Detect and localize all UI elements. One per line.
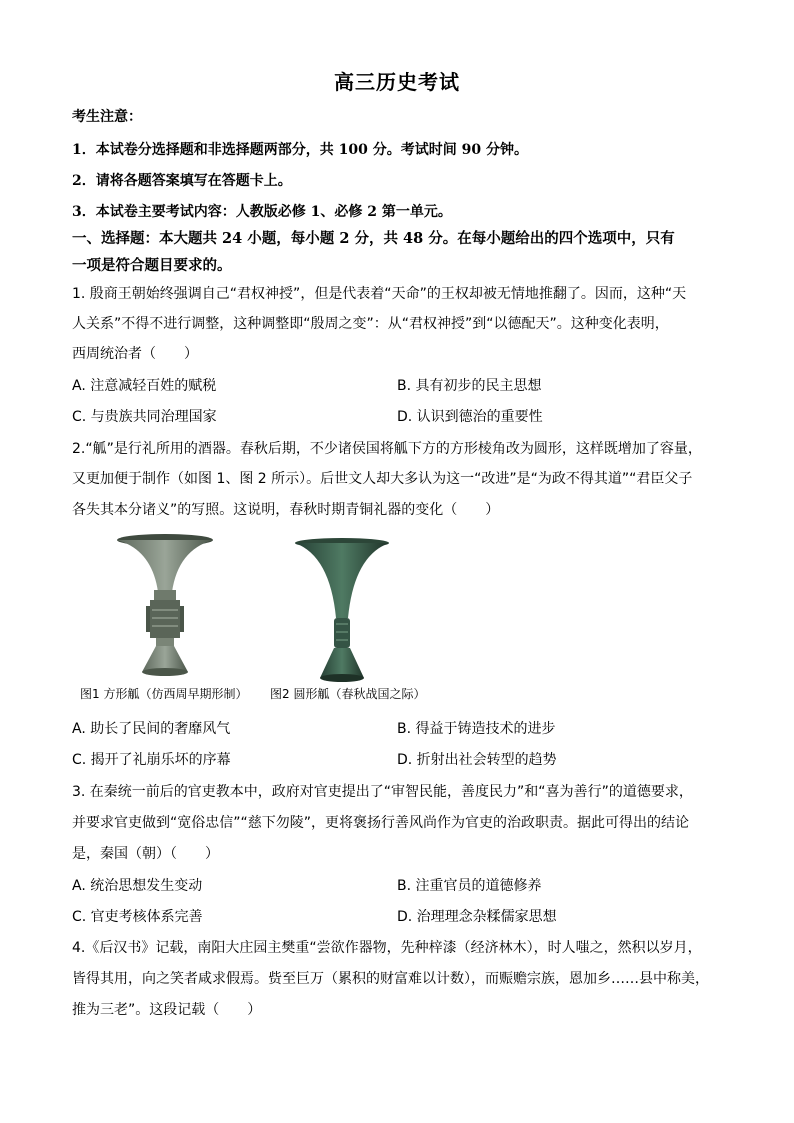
figure-1-caption: 图1 方形觚（仿西周早期形制） [80,687,248,701]
q2-option-c: C. 揭开了礼崩乐坏的序幕 [72,752,231,768]
section-heading-line-2: 一项是符合题目要求的。 [72,257,232,274]
q1-option-c: C. 与贵族共同治理国家 [72,409,217,425]
q1-option-d: D. 认识到德治的重要性 [397,409,543,425]
figure-2-round-gu-image [292,536,392,684]
q4-stem-line-2: 皆得其用，向之笑者咸求假焉。赀至巨万（累积的财富难以计数），而赈赡宗族，恩加乡……县中称美， [72,971,709,987]
q1-stem-line-3: 西周统治者（ ） [72,346,198,362]
page-title: 高三历史考试 [334,70,460,94]
q1-option-a: A. 注意减轻百姓的赋税 [72,378,217,394]
q2-option-d: D. 折射出社会转型的趋势 [397,752,557,768]
notice-item-2: 2．请将各题答案填写在答题卡上。 [72,173,292,189]
q3-stem-line-3: 是，秦国（朝）（ ） [72,846,219,862]
section-heading-line-1: 一、选择题：本大题共 24 小题，每小题 2 分，共 48 分。在每小题给出的四个选项中，只有 [72,230,675,247]
notice-heading: 考生注意： [72,109,142,125]
q3-stem-line-2: 并要求官吏做到“宽俗忠信”“慈下勿陵”，更将褒扬行善风尚作为官吏的治政职责。据此可得出的结论 [72,815,690,831]
q2-option-a: A. 助长了民间的奢靡风气 [72,721,231,737]
q3-option-b: B. 注重官员的道德修养 [397,878,542,894]
q3-option-c: C. 官吏考核体系完善 [72,909,203,925]
q3-stem-line-1: 3. 在秦统一前后的官吏教本中，政府对官吏提出了“审智民能，善度民力”和“喜为善行”的道德要求， [72,784,693,800]
figure-2-caption: 图2 圆形觚（春秋战国之际） [270,687,426,701]
figure-1-square-gu-image [112,532,218,680]
q2-option-b: B. 得益于铸造技术的进步 [397,721,556,737]
q1-stem-line-1: 1. 殷商王朝始终强调自己“君权神授”，但是代表着“天命”的王权却被无情地推翻了。因而，这种“天 [72,286,687,302]
notice-item-3: 3．本试卷主要考试内容：人教版必修 1、必修 2 第一单元。 [72,204,452,220]
q2-stem-line-3: 各失其本分诸义”的写照。这说明，春秋时期青铜礼器的变化（ ） [72,502,500,518]
q2-stem-line-2: 又更加便于制作（如图 1、图 2 所示）。后世文人却大多认为这一“改进”是“为政不得其道”“君臣父子 [72,471,693,487]
q1-option-b: B. 具有初步的民主思想 [397,378,542,394]
q4-stem-line-1: 4.《后汉书》记载，南阳大庄园主樊重“尝欲作器物，先种梓漆（经济林木），时人嗤之，然积以岁月， [72,940,702,956]
notice-item-1: 1．本试卷分选择题和非选择题两部分，共 100 分。考试时间 90 分钟。 [72,142,528,158]
q3-option-a: A. 统治思想发生变动 [72,878,203,894]
q4-stem-line-3: 推为三老”。这段记载（ ） [72,1002,262,1018]
q2-stem-line-1: 2.“觚”是行礼所用的酒器。春秋后期，不少诸侯国将觚下方的方形棱角改为圆形，这样既增加了容量， [72,441,702,457]
q3-option-d: D. 治理理念杂糅儒家思想 [397,909,557,925]
q1-stem-line-2: 人关系”不得不进行调整，这种调整即“殷周之变”：从“君权神授”到“以德配天”。这种变化表明， [72,316,669,332]
